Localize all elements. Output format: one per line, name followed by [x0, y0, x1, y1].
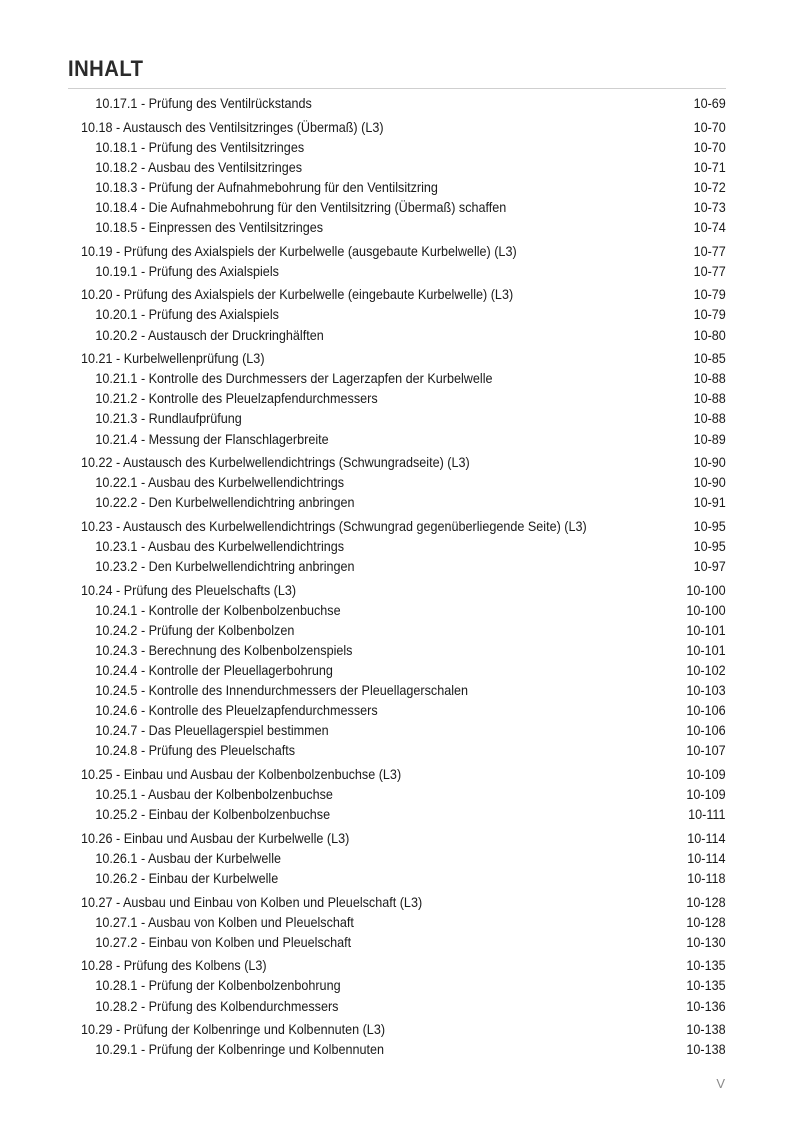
toc-entry-page: 10-100 [686, 601, 726, 618]
toc-entry-label: 10.22 - Austausch des Kurbelwellendichtrings (Schwungradseite) (L3) [81, 454, 470, 471]
toc-subsection-entry[interactable] [81, 304, 726, 324]
toc-entry-label: 10.27.1 - Ausbau von Kolben und Pleuelschaft [95, 913, 354, 930]
toc-entry-page: 10-130 [686, 933, 726, 950]
toc-entry-page: 10-101 [686, 641, 726, 658]
toc-entry-label: 10.18.5 - Einpressen des Ventilsitzringes [95, 219, 324, 236]
page-number: V [716, 1076, 725, 1091]
toc-entry-label: 10.24.4 - Kontrolle der Pleuellagerbohrung [95, 662, 333, 679]
toc-entry-page: 10-90 [693, 474, 726, 491]
toc-entry-page: 10-70 [693, 118, 726, 135]
toc-entry-page: 10-102 [686, 662, 726, 679]
toc-entry-label: 10.25.2 - Einbau der Kolbenbolzenbuchse [95, 806, 331, 823]
toc-subsection-entry[interactable] [81, 429, 726, 449]
toc-entry-page: 10-111 [688, 806, 726, 823]
toc-subsection-entry[interactable] [81, 740, 726, 760]
toc-subsection-entry[interactable] [81, 868, 726, 888]
toc-section-entry[interactable] [81, 892, 726, 912]
toc-entry-label: 10.18.1 - Prüfung des Ventilsitzringes [95, 138, 305, 155]
toc-entry-page: 10-103 [686, 682, 726, 699]
toc-entry-label: 10.21.2 - Kontrolle des Pleuelzapfendurchmessers [95, 390, 378, 407]
toc-entry-page: 10-88 [693, 370, 726, 387]
toc-subsection-entry[interactable] [81, 177, 726, 197]
toc-entry-label: 10.22.2 - Den Kurbelwellendichtring anbringen [95, 494, 355, 511]
toc-entry-page: 10-91 [693, 494, 726, 511]
toc-subsection-entry[interactable] [81, 408, 726, 428]
toc-entry-page: 10-85 [693, 350, 726, 367]
toc-entry-page: 10-73 [693, 199, 726, 216]
toc-entry-page: 10-88 [693, 410, 726, 427]
toc-subsection-entry[interactable] [81, 261, 726, 281]
toc-section-entry[interactable] [81, 241, 726, 261]
toc-subsection-entry[interactable] [81, 325, 726, 345]
toc-entry-label: 10.21.3 - Rundlaufprüfung [95, 410, 242, 427]
page-title: INHALT [68, 56, 144, 81]
toc-subsection-entry[interactable] [81, 388, 726, 408]
toc-entry-page: 10-79 [693, 286, 726, 303]
toc-entry-page: 10-77 [693, 242, 726, 259]
toc-entry-page: 10-114 [687, 849, 726, 866]
toc-section-entry[interactable] [81, 828, 726, 848]
toc-subsection-entry[interactable] [81, 536, 726, 556]
toc-entry-label: 10.18.3 - Prüfung der Aufnahmebohrung für den Ventilsitzring [95, 178, 438, 195]
toc-subsection-entry[interactable] [81, 996, 726, 1016]
toc-subsection-entry[interactable] [81, 157, 726, 177]
toc-entry-label: 10.24.6 - Kontrolle des Pleuelzapfendurchmessers [95, 702, 378, 719]
toc-entry-page: 10-109 [686, 786, 726, 803]
toc-subsection-entry[interactable] [81, 492, 726, 512]
toc-subsection-entry[interactable] [81, 1039, 726, 1059]
toc-entry-label: 10.29.1 - Prüfung der Kolbenringe und Kolbennuten [95, 1041, 385, 1058]
toc-section-entry[interactable] [81, 764, 726, 784]
toc-entry-page: 10-135 [686, 977, 726, 994]
toc-entry-label: 10.24 - Prüfung des Pleuelschafts (L3) [81, 581, 297, 598]
toc-entry-label: 10.26.2 - Einbau der Kurbelwelle [95, 870, 279, 887]
toc-entry-label: 10.20 - Prüfung des Axialspiels der Kurbelwelle (eingebaute Kurbelwelle) (L3) [81, 286, 514, 303]
toc-entry-label: 10.18.4 - Die Aufnahmebohrung für den Ventilsitzring (Übermaß) schaffen [95, 199, 507, 216]
toc-entry-label: 10.21 - Kurbelwellenprüfung (L3) [81, 350, 265, 367]
toc-entry-page: 10-138 [686, 1021, 726, 1038]
toc-entry-label: 10.17.1 - Prüfung des Ventilrückstands [95, 95, 312, 112]
toc-entry-page: 10-118 [687, 870, 726, 887]
toc-subsection-entry[interactable] [81, 368, 726, 388]
toc-entry-label: 10.23.1 - Ausbau des Kurbelwellendichtrings [95, 538, 345, 555]
toc-subsection-entry[interactable] [81, 620, 726, 640]
toc-entry-label: 10.25 - Einbau und Ausbau der Kolbenbolzenbuchse (L3) [81, 766, 402, 783]
toc-subsection-entry[interactable] [81, 556, 726, 576]
toc-entry-page: 10-69 [693, 95, 726, 112]
toc-entry-page: 10-80 [693, 326, 726, 343]
toc-subsection-entry[interactable] [81, 848, 726, 868]
toc-entry-page: 10-95 [693, 538, 726, 555]
toc-subsection-entry[interactable] [81, 472, 726, 492]
toc-subsection-entry[interactable] [81, 680, 726, 700]
toc-subsection-entry[interactable] [81, 720, 726, 740]
toc-entry-label: 10.27.2 - Einbau von Kolben und Pleuelschaft [95, 933, 352, 950]
toc-entry-label: 10.28 - Prüfung des Kolbens (L3) [81, 957, 267, 974]
toc-entry-page: 10-88 [693, 390, 726, 407]
toc-section-entry[interactable] [81, 955, 726, 975]
toc-entry-label: 10.18 - Austausch des Ventilsitzringes (Übermaß) (L3) [81, 118, 384, 135]
toc-entry-page: 10-128 [686, 893, 726, 910]
toc-entry-label: 10.24.3 - Berechnung des Kolbenbolzenspiels [95, 641, 353, 658]
toc-entry-page: 10-101 [686, 621, 726, 638]
toc-entry-label: 10.22.1 - Ausbau des Kurbelwellendichtrings [95, 474, 345, 491]
toc-entry-page: 10-77 [693, 262, 726, 279]
toc-entry-page: 10-128 [686, 913, 726, 930]
toc-entry-label: 10.29 - Prüfung der Kolbenringe und Kolbennuten (L3) [81, 1021, 386, 1038]
toc-entry-page: 10-106 [686, 702, 726, 719]
toc-entry-page: 10-114 [687, 829, 726, 846]
toc-subsection-entry[interactable] [81, 784, 726, 804]
toc-section-entry[interactable] [81, 516, 726, 536]
toc-entry-label: 10.24.7 - Das Pleuellagerspiel bestimmen [95, 722, 329, 739]
toc-entry-label: 10.25.1 - Ausbau der Kolbenbolzenbuchse [95, 786, 333, 803]
toc-entry-page: 10-109 [686, 766, 726, 783]
toc-subsection-entry[interactable] [81, 137, 726, 157]
toc-entry-label: 10.24.1 - Kontrolle der Kolbenbolzenbuchse [95, 601, 341, 618]
toc-subsection-entry[interactable] [81, 640, 726, 660]
toc-entry-page: 10-106 [686, 722, 726, 739]
toc-entry-page: 10-71 [693, 158, 726, 175]
title-divider [68, 88, 726, 89]
toc-entry-page: 10-107 [686, 742, 726, 759]
toc-entry-page: 10-90 [693, 454, 726, 471]
toc-subsection-entry[interactable] [81, 197, 726, 217]
toc-entry-label: 10.23 - Austausch des Kurbelwellendichtrings (Schwungrad gegenüberliegende Seite) (L3) [81, 517, 587, 534]
toc-subsection-entry[interactable] [81, 912, 726, 932]
toc-entry-label: 10.24.8 - Prüfung des Pleuelschafts [95, 742, 296, 759]
toc-entry-label: 10.21.4 - Messung der Flanschlagerbreite [95, 430, 329, 447]
toc-subsection-entry[interactable] [81, 600, 726, 620]
toc-subsection-entry[interactable] [81, 700, 726, 720]
toc-entry-page: 10-72 [693, 178, 726, 195]
toc-section-entry[interactable] [81, 348, 726, 368]
toc-entry-label: 10.28.1 - Prüfung der Kolbenbolzenbohrung [95, 977, 341, 994]
toc-entry-label: 10.19 - Prüfung des Axialspiels der Kurbelwelle (ausgebaute Kurbelwelle) (L3) [81, 242, 517, 259]
toc-entry-page: 10-89 [693, 430, 726, 447]
toc-entry-label: 10.28.2 - Prüfung des Kolbendurchmessers [95, 997, 339, 1014]
toc-section-entry[interactable] [81, 117, 726, 137]
toc-entry-page: 10-136 [686, 997, 726, 1014]
toc-subsection-entry[interactable] [81, 217, 726, 237]
toc-subsection-entry[interactable] [81, 660, 726, 680]
toc-section-entry[interactable] [81, 452, 726, 472]
toc-entry-label: 10.26.1 - Ausbau der Kurbelwelle [95, 849, 282, 866]
toc-entry-label: 10.23.2 - Den Kurbelwellendichtring anbringen [95, 558, 355, 575]
toc-section-entry[interactable] [81, 580, 726, 600]
toc-section-entry[interactable] [81, 1019, 726, 1039]
toc-entry-label: 10.20.1 - Prüfung des Axialspiels [95, 306, 279, 323]
toc-section-entry[interactable] [81, 284, 726, 304]
toc-entry-page: 10-135 [686, 957, 726, 974]
toc-entry-label: 10.26 - Einbau und Ausbau der Kurbelwelle (L3) [81, 829, 350, 846]
toc-entry-label: 10.21.1 - Kontrolle des Durchmessers der Lagerzapfen der Kurbelwelle [95, 370, 493, 387]
toc-entry-page: 10-74 [693, 219, 726, 236]
toc-entry-label: 10.18.2 - Ausbau des Ventilsitzringes [95, 158, 303, 175]
toc-entry-label: 10.24.5 - Kontrolle des Innendurchmessers der Pleuellagerschalen [95, 682, 469, 699]
toc-entry-page: 10-79 [693, 306, 726, 323]
toc-subsection-entry[interactable] [81, 804, 726, 824]
toc-entry-label: 10.24.2 - Prüfung der Kolbenbolzen [95, 621, 295, 638]
toc-entry-label: 10.27 - Ausbau und Einbau von Kolben und Pleuelschaft (L3) [81, 893, 423, 910]
toc-entry-label: 10.19.1 - Prüfung des Axialspiels [95, 262, 279, 279]
toc-subsection-entry[interactable] [81, 93, 726, 113]
toc-entry-page: 10-97 [693, 558, 726, 575]
toc-entry-page: 10-100 [686, 581, 726, 598]
table-of-contents [81, 93, 726, 1059]
toc-subsection-entry[interactable] [81, 975, 726, 995]
toc-entry-page: 10-138 [686, 1041, 726, 1058]
toc-entry-label: 10.20.2 - Austausch der Druckringhälften [95, 326, 324, 343]
toc-entry-page: 10-95 [693, 517, 726, 534]
toc-entry-page: 10-70 [693, 138, 726, 155]
toc-subsection-entry[interactable] [81, 932, 726, 952]
